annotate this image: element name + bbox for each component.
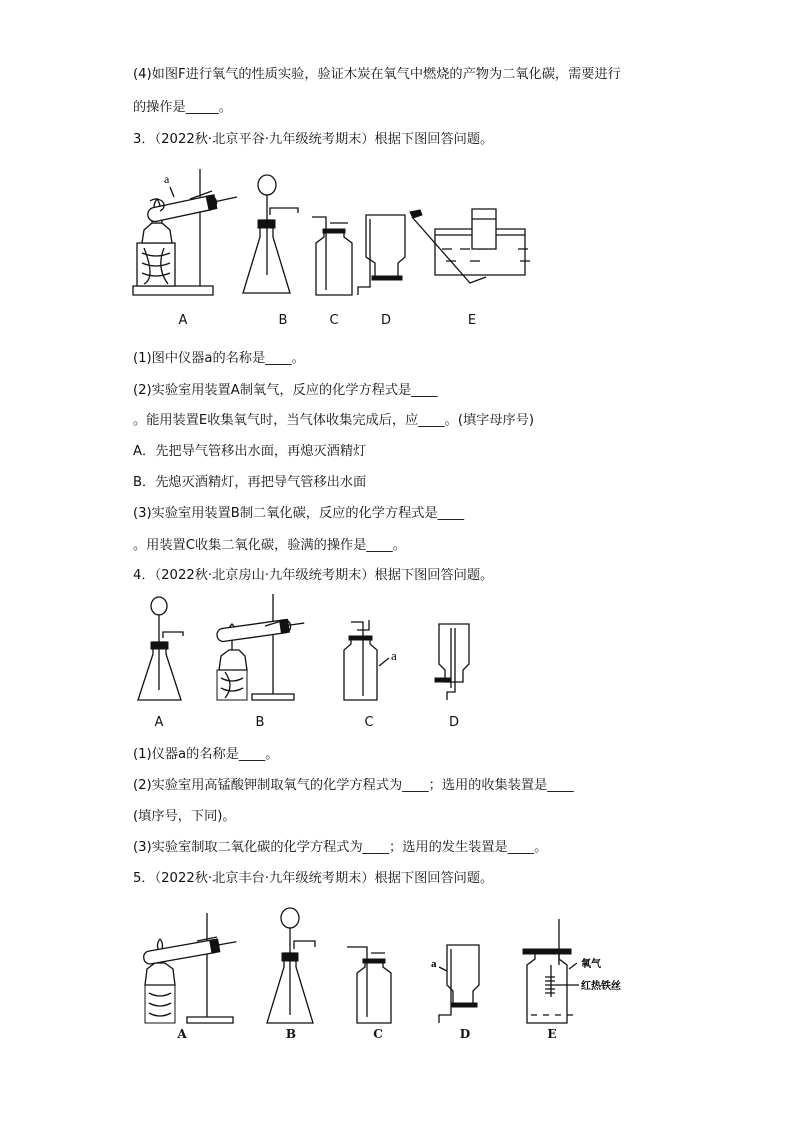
figure-label: E — [467, 313, 477, 328]
figure-label: A — [154, 715, 164, 730]
figure-label: C — [364, 715, 374, 730]
figure-label: E — [547, 1027, 557, 1041]
apparatus-c-bottle — [312, 217, 352, 295]
figure-label: A — [177, 1027, 187, 1041]
text-line: (1)仪器a的名称是____。 — [133, 747, 279, 762]
text-line: (2)实验室用装置A制氧气，反应的化学方程式是____ — [133, 383, 438, 398]
figure-label: D — [459, 1027, 471, 1041]
figure-label: B — [278, 313, 288, 328]
text-line: 。用装置C收集二氧化碳，验满的操作是____。 — [133, 538, 406, 553]
text-line: (填序号，下同)。 — [133, 809, 236, 824]
figure-q4 — [135, 592, 475, 712]
apparatus-a-heating — [143, 913, 238, 1023]
question-3-title: 3．（2022秋·北京平谷·九年级统考期末）根据下图回答问题。 — [133, 132, 494, 147]
text-line: (2)实验室用高锰酸钾制取氧气的化学方程式为____；选用的收集装置是____ — [133, 778, 574, 793]
apparatus-b-heating — [216, 594, 305, 700]
apparatus-e-jar — [523, 919, 579, 1023]
label-a-pointer: a — [431, 958, 437, 970]
figure-label: B — [285, 1027, 297, 1041]
label-a-pointer: a — [391, 648, 397, 663]
apparatus-b-flask — [243, 175, 298, 293]
apparatus-a-heating — [133, 169, 238, 295]
apparatus-a-flask — [138, 597, 183, 700]
apparatus-d-bottle — [358, 215, 405, 295]
text-line: (3)实验室制取二氧化碳的化学方程式为____；选用的发生装置是____。 — [133, 840, 548, 855]
text-line: (4)如图F进行氧气的性质实验，验证木炭在氧气中燃烧的产物为二氧化碳，需要进行 — [133, 67, 621, 82]
figure-label: B — [255, 715, 265, 730]
apparatus-c-bottle — [347, 947, 391, 1023]
figure-label: D — [380, 313, 391, 328]
figure-label: C — [329, 313, 339, 328]
apparatus-b-flask — [267, 908, 315, 1023]
apparatus-c-bottle — [344, 620, 389, 700]
label-a-pointer: a — [164, 172, 170, 186]
figure-label: D — [448, 715, 459, 730]
text-line: 的操作是_____。 — [133, 100, 232, 115]
figure-q5 — [135, 905, 655, 1030]
option-a: A．先把导气管移出水面，再熄灭酒精灯 — [133, 444, 367, 459]
oxygen-label: 氧气 — [581, 959, 601, 970]
apparatus-d-bottle — [439, 945, 479, 1023]
text-line: (1)图中仪器a的名称是____。 — [133, 351, 305, 366]
apparatus-d-bottle — [435, 624, 469, 700]
text-line: 。能用装置E收集氧气时，当气体收集完成后，应____。(填字母序号) — [133, 413, 535, 428]
apparatus-e-trough — [410, 209, 530, 283]
wire-label: 红热铁丝 — [581, 981, 621, 992]
figure-label: C — [373, 1027, 383, 1041]
figure-q3 — [130, 165, 530, 315]
text-line: (3)实验室用装置B制二氧化碳，反应的化学方程式是____ — [133, 506, 465, 521]
question-4-title: 4．（2022秋·北京房山·九年级统考期末）根据下图回答问题。 — [133, 568, 494, 583]
figure-label: A — [178, 313, 188, 328]
question-5-title: 5．（2022秋·北京丰台·九年级统考期末）根据下图回答问题。 — [133, 871, 494, 886]
option-b: B．先熄灭酒精灯，再把导气管移出水面 — [133, 475, 367, 490]
